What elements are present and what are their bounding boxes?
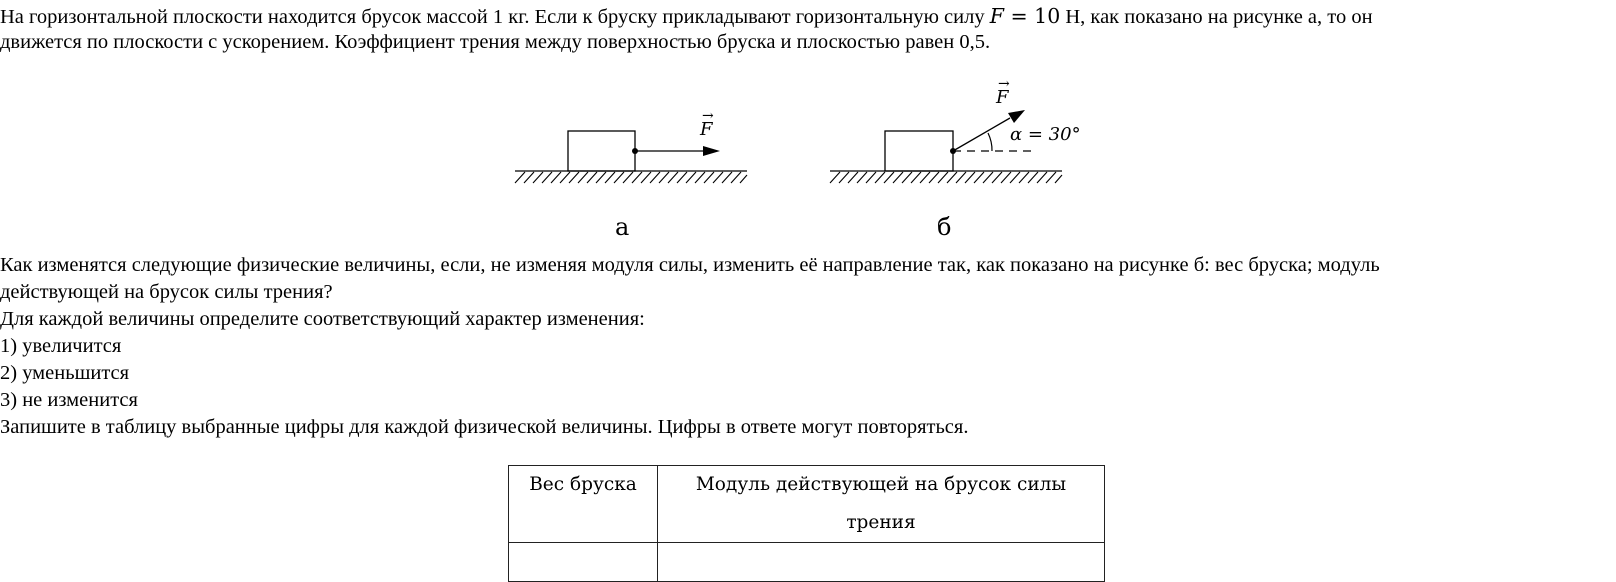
angle-arc: [988, 133, 992, 151]
force-arrow-a: [703, 146, 720, 156]
force-arrow-b: [1008, 110, 1025, 123]
force-label-text: F: [996, 87, 1009, 108]
force-label-text: F: [700, 119, 713, 140]
instruction-text: Для каждой величины определите соответствующий характер изменения:: [0, 308, 645, 330]
vector-arrow-icon: →: [702, 108, 714, 124]
header-weight: Вес бруска: [509, 466, 658, 543]
header-friction-line1: Модуль действующей на брусок силы: [695, 474, 1067, 495]
option-2: 2) уменьшится: [0, 362, 130, 384]
angle-label: α = 30°: [1010, 124, 1081, 145]
figure-b-caption: б: [937, 213, 952, 241]
header-friction-line2: трения: [846, 512, 916, 533]
ground-hatch-a: [515, 172, 747, 183]
answer-cell-weight[interactable]: [509, 543, 658, 582]
block-a: [568, 131, 635, 171]
figure-a-caption: а: [615, 213, 630, 241]
force-label-b: [996, 76, 1010, 108]
question-line-2: действующей на брусок силы трения?: [0, 281, 333, 303]
force-value: = 10: [1003, 4, 1061, 28]
intro-text-post: Н, как показано на рисунке а, то он: [1060, 6, 1373, 28]
figure-a-diagram: [510, 100, 760, 190]
option-3: 3) не изменится: [0, 389, 138, 411]
answer-cell-friction[interactable]: [658, 543, 1105, 582]
answer-table: [508, 465, 1105, 582]
question-line-1: Как изменятся следующие физические величины, если, не изменяя модуля силы, изменить её направление так, как показано на рисунке б: вес бруска; модуль: [0, 254, 1380, 276]
force-symbol: F: [989, 4, 1004, 28]
table-answer-row: [509, 543, 1105, 582]
vector-arrow-icon: →: [998, 76, 1010, 92]
table-header-row: [509, 466, 1105, 543]
ground-hatch-b: [830, 172, 1062, 183]
intro-line-2: движется по плоскости с ускорением. Коэффициент трения между поверхностью бруска и плоскостью равен 0,5.: [0, 31, 991, 53]
intro-text: На горизонтальной плоскости находится брусок массой 1 кг. Если к бруску прикладывают горизонтальную силу: [0, 6, 990, 28]
intro-line-1: [0, 3, 1373, 30]
header-friction: [658, 466, 1105, 543]
block-b: [885, 131, 953, 171]
force-label-a: [700, 108, 714, 140]
option-1: 1) увеличится: [0, 335, 122, 357]
write-instruction: Запишите в таблицу выбранные цифры для каждой физической величины. Цифры в ответе могут повторяться.: [0, 416, 969, 438]
